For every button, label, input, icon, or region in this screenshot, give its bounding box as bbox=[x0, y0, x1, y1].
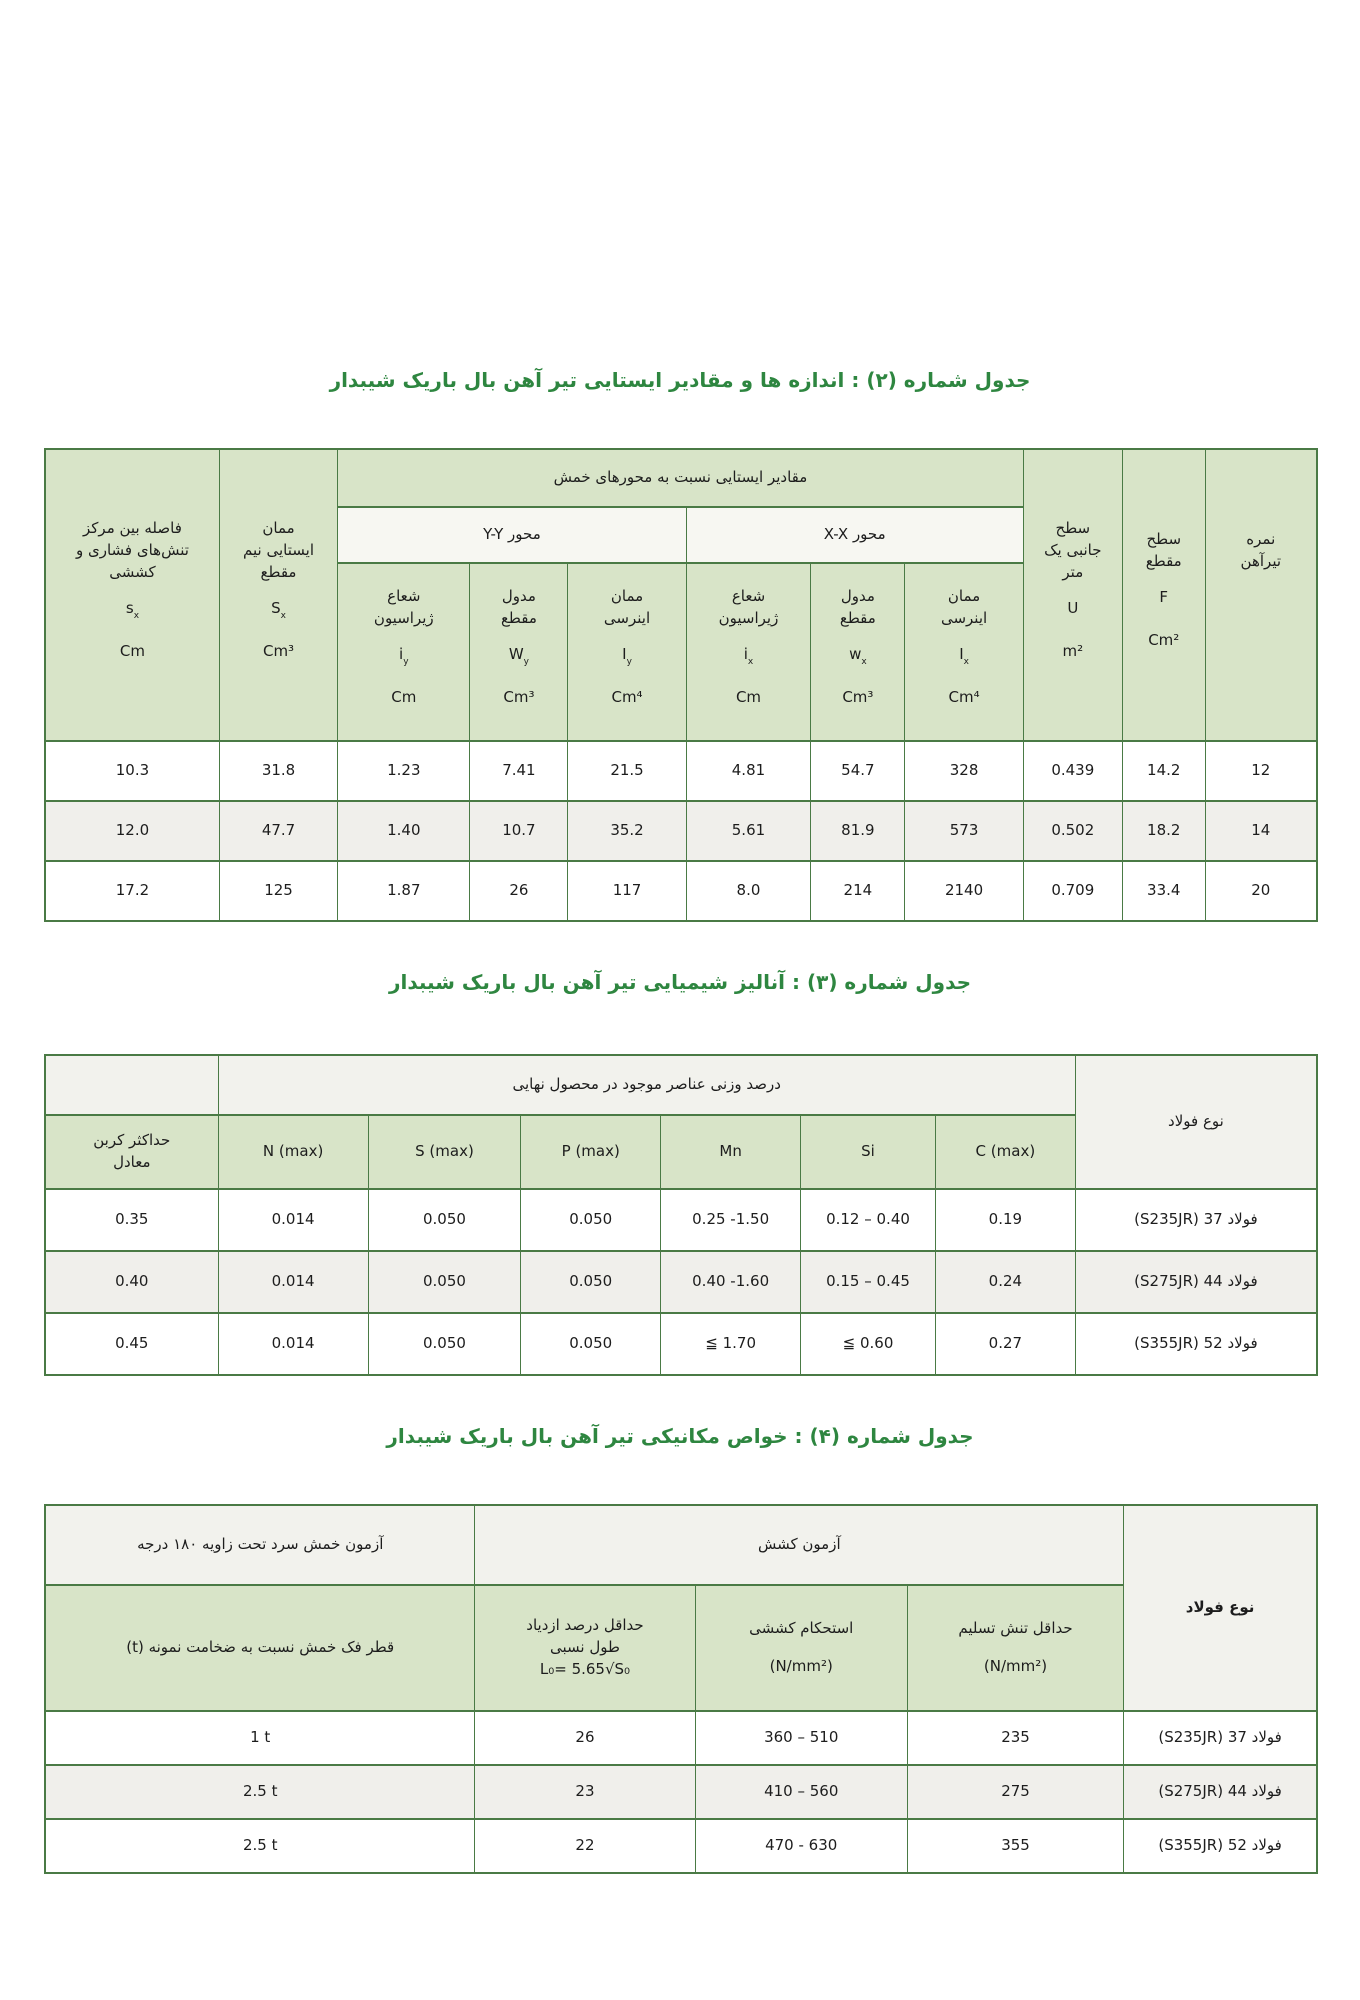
data-cell: 0.709 bbox=[1023, 861, 1122, 921]
data-cell: 0.19 bbox=[935, 1189, 1075, 1251]
table-row bbox=[45, 861, 1317, 921]
table-row bbox=[45, 741, 1317, 801]
header-modulus-y: مدول مقطع $W_y$ Cm³ bbox=[470, 563, 568, 741]
table2-wrapper bbox=[44, 448, 1318, 922]
header-static-values-group: مقادیر ایستایی نسبت به محورهای خمش bbox=[338, 449, 1024, 507]
data-cell: 10.3 bbox=[45, 741, 219, 801]
data-cell: 2140 bbox=[905, 861, 1023, 921]
data-cell: 0.15 – 0.45 bbox=[801, 1251, 936, 1313]
table4-title: جدول شماره (۴) : خواص مکانیکی تیر آهن بال باریک شیبدار bbox=[386, 1424, 974, 1448]
data-cell: 275 bbox=[907, 1765, 1123, 1819]
data-cell: 470 - 630 bbox=[695, 1819, 907, 1873]
data-cell: 5.61 bbox=[686, 801, 811, 861]
header-bend-test-group: آزمون خمش سرد تحت زاویه ۱۸۰ درجه bbox=[45, 1505, 475, 1585]
data-cell: 0.24 bbox=[935, 1251, 1075, 1313]
header-steel-type: نوع فولاد bbox=[1124, 1505, 1317, 1711]
data-cell: 14.2 bbox=[1122, 741, 1205, 801]
table4-wrapper bbox=[44, 1504, 1318, 1874]
table-row bbox=[45, 801, 1317, 861]
data-cell: 54.7 bbox=[811, 741, 905, 801]
header-stress-center-distance: فاصله بین مرکز تنش‌های فشاری و کششی $s_x$ Cm bbox=[45, 449, 219, 741]
data-cell: 33.4 bbox=[1122, 861, 1205, 921]
table-row bbox=[45, 1711, 1317, 1765]
table-row bbox=[45, 1189, 1317, 1251]
data-cell: 0.40 bbox=[45, 1251, 218, 1313]
data-cell: 2.5 t bbox=[45, 1819, 475, 1873]
table-row bbox=[45, 1251, 1317, 1313]
data-cell: 0.35 bbox=[45, 1189, 218, 1251]
header-tensile-test-group: آزمون کشش bbox=[475, 1505, 1124, 1585]
data-cell: 0.45 bbox=[45, 1313, 218, 1375]
steel-type-cell: فولاد 52 (S355JR) bbox=[1075, 1313, 1317, 1375]
data-cell: 26 bbox=[470, 861, 568, 921]
data-cell: 12 bbox=[1205, 741, 1317, 801]
data-cell: 573 bbox=[905, 801, 1023, 861]
steel-type-cell: فولاد 44 (S275JR) bbox=[1075, 1251, 1317, 1313]
header-gyration-y: شعاع ژیراسیون $i_y$ Cm bbox=[338, 563, 470, 741]
chemical-analysis-table bbox=[44, 1054, 1318, 1376]
dimensions-table bbox=[44, 448, 1318, 922]
data-cell: 0.014 bbox=[218, 1251, 368, 1313]
header-weight-percent-group: درصد وزنی عناصر موجود در محصول نهایی bbox=[218, 1055, 1075, 1115]
data-cell: 0.014 bbox=[218, 1189, 368, 1251]
data-cell: 0.050 bbox=[521, 1251, 661, 1313]
steel-type-cell: فولاد 44 (S275JR) bbox=[1124, 1765, 1317, 1819]
table-row bbox=[45, 1819, 1317, 1873]
data-cell: 31.8 bbox=[219, 741, 337, 801]
data-cell: 0.439 bbox=[1023, 741, 1122, 801]
header-inertia-y: ممان اینرسی $I_y$ Cm⁴ bbox=[568, 563, 686, 741]
header-element-c: C (max) bbox=[935, 1115, 1075, 1189]
header-corner-empty bbox=[45, 1055, 218, 1115]
data-cell: 0.27 bbox=[935, 1313, 1075, 1375]
data-cell: 1 t bbox=[45, 1711, 475, 1765]
data-cell: 0.25 -1.50 bbox=[661, 1189, 801, 1251]
data-cell: 0.12 – 0.40 bbox=[801, 1189, 936, 1251]
header-bend-jaw-diameter: قطر فک خمش نسبت به ضخامت نمونه (t) bbox=[45, 1585, 475, 1711]
data-cell: 18.2 bbox=[1122, 801, 1205, 861]
header-min-yield-stress: حداقل تنش تسلیم (N/mm²) bbox=[907, 1585, 1123, 1711]
data-cell: 7.41 bbox=[470, 741, 568, 801]
data-cell: 22 bbox=[475, 1819, 695, 1873]
header-element-p: P (max) bbox=[521, 1115, 661, 1189]
table3-title: جدول شماره (۳) : آنالیز شیمیایی تیر آهن بال باریک شیبدار bbox=[388, 970, 972, 994]
data-cell: 0.050 bbox=[368, 1313, 521, 1375]
data-cell: 0.050 bbox=[521, 1313, 661, 1375]
data-cell: 117 bbox=[568, 861, 686, 921]
data-cell: 23 bbox=[475, 1765, 695, 1819]
header-element-n: N (max) bbox=[218, 1115, 368, 1189]
header-tensile-strength: استحکام کششی (N/mm²) bbox=[695, 1585, 907, 1711]
steel-type-cell: فولاد 37 (S235JR) bbox=[1124, 1711, 1317, 1765]
header-axis-xx: محور X-X bbox=[686, 507, 1023, 563]
data-cell: 214 bbox=[811, 861, 905, 921]
table-row bbox=[45, 1765, 1317, 1819]
data-cell: ≦ 0.60 bbox=[801, 1313, 936, 1375]
header-element-s: S (max) bbox=[368, 1115, 521, 1189]
data-cell: 1.40 bbox=[338, 801, 470, 861]
data-cell: 26 bbox=[475, 1711, 695, 1765]
data-cell: 125 bbox=[219, 861, 337, 921]
data-cell: 81.9 bbox=[811, 801, 905, 861]
data-cell: 14 bbox=[1205, 801, 1317, 861]
data-cell: 0.050 bbox=[521, 1189, 661, 1251]
data-cell: 20 bbox=[1205, 861, 1317, 921]
table2-title: جدول شماره (۲) : اندازه ها و مقادیر ایستایی تیر آهن بال باریک شیبدار bbox=[329, 368, 1031, 392]
header-axis-yy: محور Y-Y bbox=[338, 507, 687, 563]
header-cross-section-area: سطح مقطع F Cm² bbox=[1122, 449, 1205, 741]
data-cell: 355 bbox=[907, 1819, 1123, 1873]
data-cell: 235 bbox=[907, 1711, 1123, 1765]
header-steel-type: نوع فولاد bbox=[1075, 1055, 1317, 1189]
data-cell: 1.23 bbox=[338, 741, 470, 801]
header-inertia-x: ممان اینرسی $I_x$ Cm⁴ bbox=[905, 563, 1023, 741]
data-cell: 21.5 bbox=[568, 741, 686, 801]
steel-type-cell: فولاد 52 (S355JR) bbox=[1124, 1819, 1317, 1873]
data-cell: 0.050 bbox=[368, 1189, 521, 1251]
data-cell: 360 – 510 bbox=[695, 1711, 907, 1765]
data-cell: 0.050 bbox=[368, 1251, 521, 1313]
data-cell: 1.87 bbox=[338, 861, 470, 921]
header-min-elongation: حداقل درصد ازدیاد طول نسبی L₀= 5.65√S₀ bbox=[475, 1585, 695, 1711]
header-gyration-x: شعاع ژیراسیون $i_x$ Cm bbox=[686, 563, 811, 741]
data-cell: 0.40 -1.60 bbox=[661, 1251, 801, 1313]
header-beam-size: نمره تیرآهن bbox=[1205, 449, 1317, 741]
table3-wrapper bbox=[44, 1054, 1318, 1376]
header-element-si: Si bbox=[801, 1115, 936, 1189]
header-modulus-x: مدول مقطع $w_x$ Cm³ bbox=[811, 563, 905, 741]
data-cell: 47.7 bbox=[219, 801, 337, 861]
data-cell: 0.014 bbox=[218, 1313, 368, 1375]
header-equiv-carbon: حداکثر کربن معادل bbox=[45, 1115, 218, 1189]
data-cell: 0.502 bbox=[1023, 801, 1122, 861]
steel-type-cell: فولاد 37 (S235JR) bbox=[1075, 1189, 1317, 1251]
data-cell: 35.2 bbox=[568, 801, 686, 861]
data-cell: 12.0 bbox=[45, 801, 219, 861]
data-cell: ≦ 1.70 bbox=[661, 1313, 801, 1375]
mechanical-properties-table bbox=[44, 1504, 1318, 1874]
data-cell: 17.2 bbox=[45, 861, 219, 921]
data-cell: 10.7 bbox=[470, 801, 568, 861]
header-element-mn: Mn bbox=[661, 1115, 801, 1189]
header-static-moment: ممان ایستایی نیم مقطع $S_x$ Cm³ bbox=[219, 449, 337, 741]
data-cell: 4.81 bbox=[686, 741, 811, 801]
data-cell: 328 bbox=[905, 741, 1023, 801]
header-lateral-surface: سطح جانبی یک متر U m² bbox=[1023, 449, 1122, 741]
data-cell: 8.0 bbox=[686, 861, 811, 921]
table-row bbox=[45, 1313, 1317, 1375]
data-cell: 410 – 560 bbox=[695, 1765, 907, 1819]
data-cell: 2.5 t bbox=[45, 1765, 475, 1819]
